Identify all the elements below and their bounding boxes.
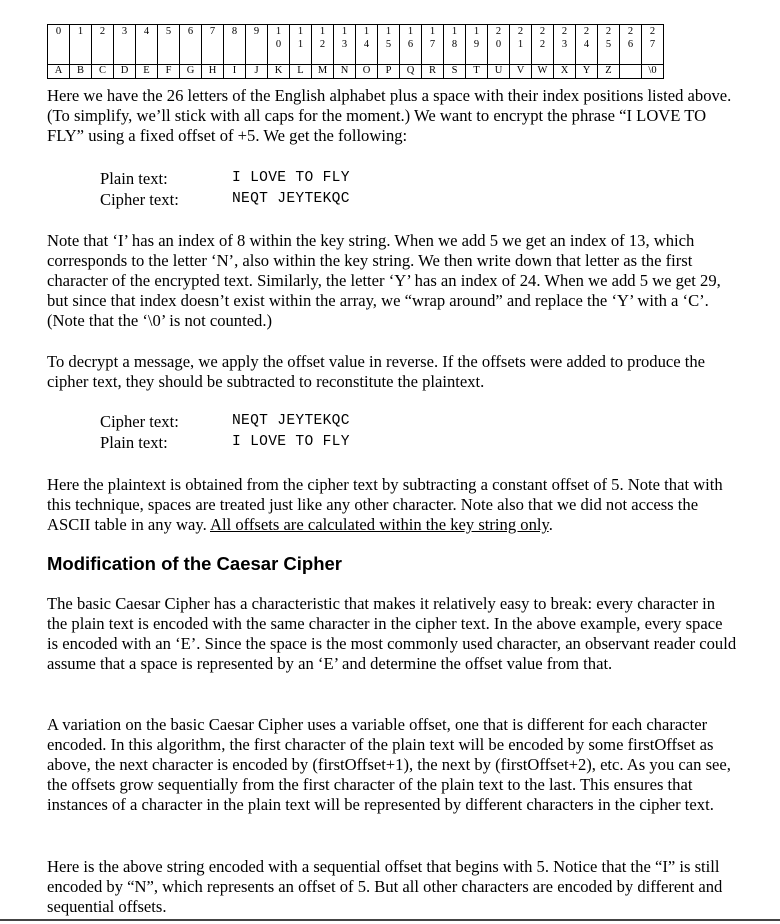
decrypt-note-text: Here the plaintext is obtained from the cipher text by subtracting a constant offset of 5. Note that with this technique, spaces are treated just like any other character. Note also that we did not access the ASCII table in any way. [47,475,723,534]
index-value: 2 6 [627,26,634,50]
index-value: 1 8 [451,26,458,50]
decrypt-plain-row [100,432,500,453]
index-value: 2 4 [583,26,590,50]
letter-cell: Z [598,65,620,79]
index-value: 5 [165,26,172,37]
basic-weakness-paragraph: The basic Caesar Cipher has a characteristic that makes it relatively easy to break: every character in the plain text is encoded with the same character in the cipher text. In the above example, every space is encoded with an ‘E’. Since the space is the most commonly used character, an observant reader could assume that a space is represented by an ‘E’ and determine the offset value from that. [47,594,737,673]
index-value: 1 [77,26,84,37]
index-cell [202,25,224,65]
index-cell [290,25,312,65]
index-value: 2 7 [649,26,656,50]
index-cell [554,25,576,65]
index-cell [642,25,664,65]
index-cell [356,25,378,65]
cipher-text-label: Cipher text: [100,190,179,209]
letter-cell: \0 [642,65,664,79]
letter-cell: H [202,65,224,79]
letter-cell: C [92,65,114,79]
letter-cell: F [158,65,180,79]
index-cell [532,25,554,65]
letter-cell: U [488,65,510,79]
decrypt-cipher-row [100,411,500,432]
letter-cell [620,65,642,79]
letter-cell: X [554,65,576,79]
letter-cell: Q [400,65,422,79]
index-cell [180,25,202,65]
letter-cell: Y [576,65,598,79]
letter-cell: L [290,65,312,79]
encrypt-plain-row [100,168,500,189]
index-value: 1 7 [429,26,436,50]
index-value: 1 4 [363,26,370,50]
letter-cell: T [466,65,488,79]
letter-cell: S [444,65,466,79]
index-cell [510,25,532,65]
letter-cell: W [532,65,554,79]
index-cell [466,25,488,65]
index-value: 1 0 [275,26,282,50]
index-cell [312,25,334,65]
decrypt-note-end: . [548,515,553,534]
index-value: 1 2 [319,26,326,50]
index-cell [158,25,180,65]
letter-cell: M [312,65,334,79]
section-heading: Modification of the Caesar Cipher [47,553,343,574]
index-cell [268,25,290,65]
decrypt-intro-paragraph: To decrypt a message, we apply the offset value in reverse. If the offsets were added to produce the cipher text, they should be subtracted to reconstitute the plaintext. [47,352,706,391]
index-cell [224,25,246,65]
encrypt-cipher-row [100,189,500,210]
index-value: 9 [253,26,260,37]
page-bottom-rule [0,919,780,921]
decrypt-note-paragraph [47,475,737,535]
index-cell [246,25,268,65]
letter-row [48,65,664,79]
index-cell [48,25,70,65]
letter-cell: I [224,65,246,79]
letter-cell: A [48,65,70,79]
index-value: 7 [209,26,216,37]
letter-cell: N [334,65,356,79]
decrypt-example [100,411,500,453]
letter-cell: R [422,65,444,79]
letter-cell: J [246,65,268,79]
cipher-text-value: NEQT JEYTEKQC [232,413,350,429]
plain-text-label: Plain text: [100,433,168,452]
index-value: 1 5 [385,26,392,50]
index-value: 2 1 [517,26,524,50]
plain-text-value: I LOVE TO FLY [232,170,350,186]
index-value: 2 2 [539,26,546,50]
letter-cell: D [114,65,136,79]
letter-cell: K [268,65,290,79]
letter-cell: G [180,65,202,79]
index-value: 2 0 [495,26,502,50]
index-cell [136,25,158,65]
variation-paragraph: A variation on the basic Caesar Cipher uses a variable offset, one that is different for each character encoded. In this algorithm, the first character of the plain text will be encoded by some firstOffset as above, the next character is encoded by (firstOffset+1), the next by (firstOffset+2), etc. As you can see, the offsets grow sequentially from the first character of the plain text to the last. This ensures that instances of a character in the plain text will be represented by different characters in the cipher text. [47,715,731,814]
index-value: 8 [231,26,238,37]
index-cell [598,25,620,65]
index-cell [334,25,356,65]
index-value: 2 5 [605,26,612,50]
index-cell [488,25,510,65]
letter-cell: P [378,65,400,79]
sequential-paragraph: Here is the above string encoded with a sequential offset that begins with 5. Notice that the “I” is still encoded by “N”, which represents an offset of 5. But all other characters are encoded by different and sequential offsets. [47,857,723,916]
plain-text-label: Plain text: [100,169,168,188]
index-value: 1 3 [341,26,348,50]
letter-cell: O [356,65,378,79]
letter-cell: B [70,65,92,79]
letter-cell: V [510,65,532,79]
index-row [48,25,664,65]
index-cell [378,25,400,65]
index-value: 6 [187,26,194,37]
cipher-text-value: NEQT JEYTEKQC [232,191,350,207]
cipher-text-label: Cipher text: [100,412,179,431]
index-value: 2 3 [561,26,568,50]
index-cell [576,25,598,65]
index-value: 3 [121,26,128,37]
index-value: 2 [99,26,106,37]
key-string-only-emphasis: All offsets are calculated within the key string only [210,515,549,534]
letter-cell: E [136,65,158,79]
index-value: 4 [143,26,150,37]
intro-paragraph: Here we have the 26 letters of the English alphabet plus a space with their index positions listed above. (To simplify, we’ll stick with all caps for the moment.) We want to encrypt the phrase “I LOVE TO FLY” using a fixed offset of +5. We get the following: [47,86,732,145]
index-cell [620,25,642,65]
index-cell [114,25,136,65]
index-cell [92,25,114,65]
index-cell [70,25,92,65]
plain-text-value: I LOVE TO FLY [232,434,350,450]
index-cell [400,25,422,65]
index-value: 1 1 [297,26,304,50]
explanation-paragraph: Note that ‘I’ has an index of 8 within the key string. When we add 5 we get an index of 13, which corresponds to the letter ‘N’, also within the key string. We then write down that letter as the first character of the encrypted text. Similarly, the letter ‘Y’ has an index of 24. When we add 5 we get 29, but since that index doesn’t exist within the array, we “wrap around” and replace the ‘Y’ with a ‘C’. (Note that the ‘\0’ is not counted.) [47,231,721,330]
index-cell [422,25,444,65]
index-cell [444,25,466,65]
index-value: 1 6 [407,26,414,50]
index-value: 1 9 [473,26,480,50]
key-string-table [47,24,664,79]
index-value: 0 [55,26,62,37]
encrypt-example [100,168,500,210]
